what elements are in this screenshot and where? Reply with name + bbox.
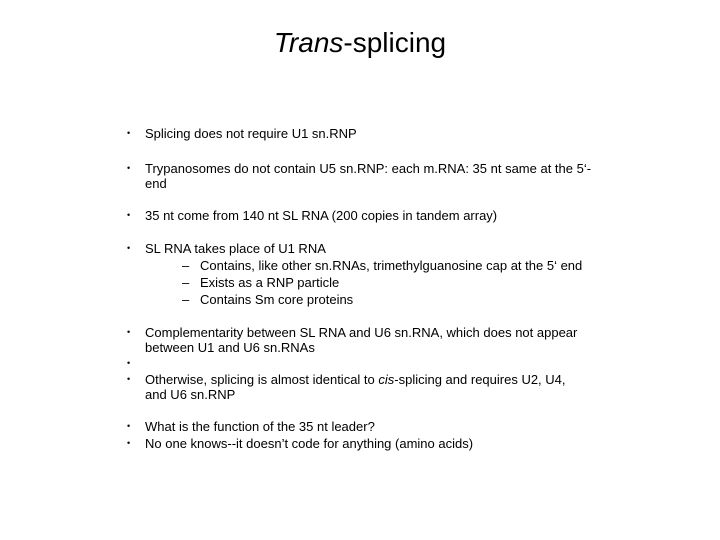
sub-list-item bbox=[182, 275, 652, 290]
bullet-icon: • bbox=[127, 438, 131, 448]
list-item bbox=[127, 241, 657, 256]
item-text-italic: cis bbox=[378, 372, 395, 387]
item-text-continued: and U6 sn.RNP bbox=[145, 387, 236, 402]
bullet-icon: • bbox=[127, 327, 131, 337]
item-text bbox=[145, 372, 657, 387]
item-text: No one knows--it doesn’t code for anything (amino acids) bbox=[145, 436, 474, 451]
list-item bbox=[127, 372, 657, 402]
dash-icon: – bbox=[182, 275, 190, 290]
bullet-icon: • bbox=[127, 128, 131, 138]
slide-title bbox=[0, 26, 720, 60]
list-item bbox=[127, 325, 657, 355]
item-text: Trypanosomes do not contain U5 sn.RNP: each m.RNA: 35 nt same at the 5‘- bbox=[145, 161, 592, 176]
dash-icon: – bbox=[182, 292, 190, 307]
list-item bbox=[127, 161, 657, 191]
bullet-icon: • bbox=[127, 374, 131, 384]
list-item bbox=[127, 126, 657, 141]
list-item bbox=[127, 208, 657, 223]
bullet-icon: • bbox=[127, 421, 131, 431]
item-text: 35 nt come from 140 nt SL RNA (200 copies in tandem array) bbox=[145, 208, 498, 223]
list-item bbox=[127, 419, 657, 434]
item-text: Splicing does not require U1 sn.RNP bbox=[145, 126, 357, 141]
item-text-post: -splicing and requires U2, U4, bbox=[394, 372, 566, 387]
sub-list-item bbox=[182, 258, 652, 273]
item-text-pre: Otherwise, splicing is almost identical to bbox=[145, 372, 379, 387]
sub-item-text: Contains Sm core proteins bbox=[200, 292, 354, 307]
item-text: SL RNA takes place of U1 RNA bbox=[145, 241, 326, 256]
sub-item-text: Contains, like other sn.RNAs, trimethylguanosine cap at the 5‘ end bbox=[200, 258, 583, 273]
item-text: Complementarity between SL RNA and U6 sn.RNA, which does not appear bbox=[145, 325, 578, 340]
sub-item-text: Exists as a RNP particle bbox=[200, 275, 340, 290]
item-text-continued: between U1 and U6 sn.RNAs bbox=[145, 340, 315, 355]
sub-list-item bbox=[182, 292, 652, 307]
bullet-icon: • bbox=[127, 210, 131, 220]
title-italic: Trans bbox=[273, 27, 344, 58]
bullet-icon: • bbox=[127, 163, 131, 173]
dash-icon: – bbox=[182, 258, 190, 273]
title-rest: -splicing bbox=[343, 27, 447, 58]
item-text-continued: end bbox=[145, 176, 167, 191]
bullet-icon: • bbox=[127, 243, 131, 253]
item-text: What is the function of the 35 nt leader? bbox=[145, 419, 375, 434]
list-item bbox=[127, 436, 657, 451]
bullet-icon: • bbox=[127, 358, 131, 368]
